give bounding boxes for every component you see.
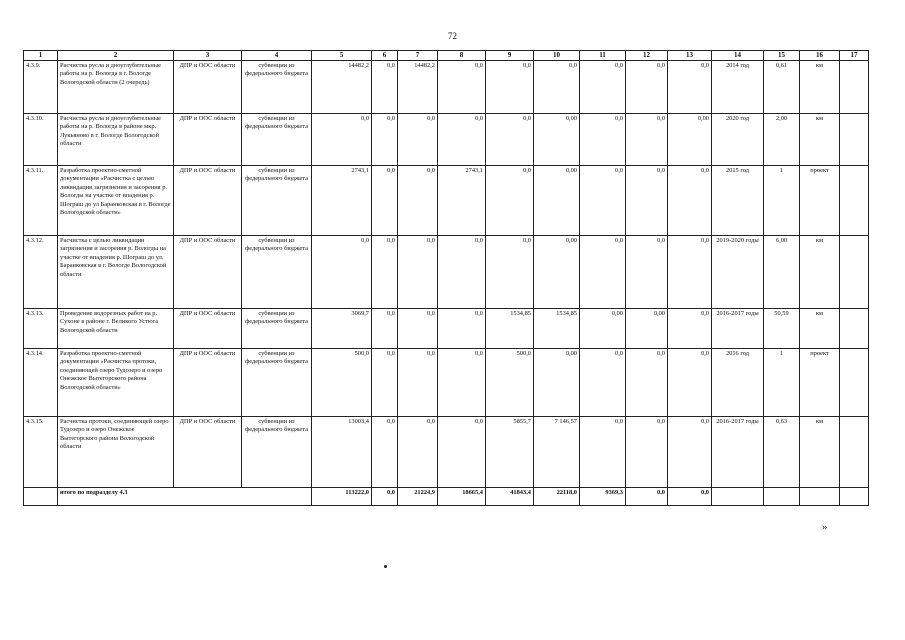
page-number: 72 (448, 31, 457, 41)
volume: 1 (764, 166, 800, 236)
activity-name: Расчистка русла и дноуглубительные работы на р. Вологда в г. Вологде Вологодской области (2 очередь) (58, 61, 174, 114)
table-row (24, 61, 869, 114)
funding-value: 13003,4 (312, 417, 372, 488)
total-value: 0,0 (372, 488, 398, 506)
column-number-header: 16 (800, 51, 840, 61)
period: 2020 год (712, 114, 764, 166)
funding-source: субвенции из федерального бюджета (242, 166, 312, 236)
activity-name: Разработка проектно-сметной документации «Расчистка протоки, соединяющей озеро Тудозеро и озеро Онежское Вытегорского района Вологодской области» (58, 349, 174, 417)
activity-name: Проведение водорезных работ на р. Сухоне в районе г. Великого Устюга Вологодской области (58, 309, 174, 349)
funding-value: 0,0 (486, 236, 534, 309)
row-number: 4.3.15. (24, 417, 58, 488)
table-row (24, 417, 869, 488)
extra-cell (840, 236, 869, 309)
stray-dot (384, 565, 387, 568)
column-number-header: 8 (438, 51, 486, 61)
funding-value: 14482,2 (312, 61, 372, 114)
funding-value: 0,00 (534, 166, 580, 236)
volume: 50,59 (764, 309, 800, 349)
budget-table (23, 50, 869, 506)
extra-cell (840, 309, 869, 349)
column-number-header: 13 (668, 51, 712, 61)
table-row (24, 166, 869, 236)
funding-value: 0,0 (580, 236, 626, 309)
funding-value: 0,0 (438, 61, 486, 114)
activity-name: Разработка проектно-сметной документации «Расчистка с целью ликвидации загрязнения и засорения р. Вологды на участке от впадения р. Шограш до ул Баранковская в г. Вологде Вологодской области» (58, 166, 174, 236)
funding-source: субвенции из федерального бюджета (242, 349, 312, 417)
column-number-header: 5 (312, 51, 372, 61)
total-value: 22118,0 (534, 488, 580, 506)
funding-value: 0,0 (398, 417, 438, 488)
funding-value: 0,0 (312, 114, 372, 166)
funding-value: 0,0 (438, 236, 486, 309)
row-number: 4.3.9. (24, 61, 58, 114)
funding-value: 0,0 (312, 236, 372, 309)
funding-value: 14482,2 (398, 61, 438, 114)
volume: 2,00 (764, 114, 800, 166)
column-number-header: 7 (398, 51, 438, 61)
total-empty-cell (712, 488, 764, 506)
total-empty-cell (24, 488, 58, 506)
extra-cell (840, 61, 869, 114)
funding-value: 2743,1 (438, 166, 486, 236)
total-empty-cell (800, 488, 840, 506)
total-value: 21224,9 (398, 488, 438, 506)
total-row (24, 488, 869, 506)
funding-source: субвенции из федерального бюджета (242, 114, 312, 166)
funding-value: 0,0 (668, 61, 712, 114)
row-number: 4.3.13. (24, 309, 58, 349)
period: 2016-2017 годы (712, 417, 764, 488)
executor: ДПР и ООС области (174, 166, 242, 236)
extra-cell (840, 114, 869, 166)
funding-value: 0,0 (626, 166, 668, 236)
funding-value: 0,0 (668, 309, 712, 349)
funding-value: 1534,85 (486, 309, 534, 349)
unit: проект (800, 166, 840, 236)
unit: проект (800, 349, 840, 417)
funding-value: 0,0 (398, 309, 438, 349)
executor: ДПР и ООС области (174, 114, 242, 166)
funding-value: 0,0 (626, 236, 668, 309)
funding-value: 500,0 (486, 349, 534, 417)
executor: ДПР и ООС области (174, 236, 242, 309)
period: 2019-2020 годы (712, 236, 764, 309)
funding-value: 0,0 (580, 61, 626, 114)
column-number-header: 11 (580, 51, 626, 61)
executor: ДПР и ООС области (174, 309, 242, 349)
funding-source: субвенции из федерального бюджета (242, 61, 312, 114)
total-value: 113222,0 (312, 488, 372, 506)
column-number-header: 17 (840, 51, 869, 61)
column-number-header: 12 (626, 51, 668, 61)
volume: 0,61 (764, 61, 800, 114)
funding-value: 0,0 (626, 61, 668, 114)
total-label: итого по подразделу 4.3 (58, 488, 312, 506)
total-empty-cell (764, 488, 800, 506)
funding-value: 0,0 (668, 166, 712, 236)
period: 2016 год (712, 349, 764, 417)
executor: ДПР и ООС области (174, 61, 242, 114)
funding-source: субвенции из федерального бюджета (242, 236, 312, 309)
funding-source: субвенции из федерального бюджета (242, 309, 312, 349)
unit: км (800, 114, 840, 166)
funding-value: 0,0 (486, 114, 534, 166)
total-empty-cell (840, 488, 869, 506)
column-number-header: 6 (372, 51, 398, 61)
funding-value: 0,0 (534, 61, 580, 114)
column-number-header: 4 (242, 51, 312, 61)
funding-value: 1534,85 (534, 309, 580, 349)
funding-value: 0,0 (438, 349, 486, 417)
funding-value: 0,0 (372, 114, 398, 166)
total-value: 0,0 (668, 488, 712, 506)
extra-cell (840, 417, 869, 488)
funding-value: 0,0 (580, 349, 626, 417)
funding-value: 0,0 (626, 349, 668, 417)
activity-name: Расчистка протоки, соединяющей озеро Тудозеро и озеро Онежское Вытегорского района Вологодской области (58, 417, 174, 488)
table-row (24, 349, 869, 417)
funding-value: 500,0 (312, 349, 372, 417)
row-number: 4.3.11. (24, 166, 58, 236)
period: 2016-2017 годы (712, 309, 764, 349)
funding-value: 0,0 (668, 236, 712, 309)
funding-value: 0,0 (486, 166, 534, 236)
unit: км (800, 309, 840, 349)
funding-value: 0,0 (438, 309, 486, 349)
funding-value: 0,0 (372, 349, 398, 417)
funding-value: 0,00 (580, 309, 626, 349)
column-number-header: 2 (58, 51, 174, 61)
volume: 1 (764, 349, 800, 417)
column-number-header: 1 (24, 51, 58, 61)
funding-value: 2743,1 (312, 166, 372, 236)
funding-value: 0,0 (398, 166, 438, 236)
funding-value: 0,0 (398, 349, 438, 417)
extra-cell (840, 166, 869, 236)
continuation-mark: » (822, 521, 828, 533)
activity-name: Расчистка с целью ликвидации загрязнения и засорения р. Вологды на участке от впадения р. Шограш до ул. Баранковская в г. Вологде Вологодской области (58, 236, 174, 309)
funding-value: 0,0 (398, 114, 438, 166)
funding-value: 0,00 (626, 309, 668, 349)
funding-value: 0,0 (580, 417, 626, 488)
funding-value: 0,0 (486, 61, 534, 114)
unit: км (800, 417, 840, 488)
table-row (24, 309, 869, 349)
total-value: 9369,3 (580, 488, 626, 506)
funding-value: 0,0 (580, 166, 626, 236)
funding-value: 0,0 (438, 114, 486, 166)
activity-name: Расчистка русла и дноуглубительные работы на р. Вологда в районе мкр. Лукьяново в г. Вологде Вологодской области (58, 114, 174, 166)
funding-value: 0,0 (398, 236, 438, 309)
unit: км (800, 236, 840, 309)
row-number: 4.3.12. (24, 236, 58, 309)
executor: ДПР и ООС области (174, 349, 242, 417)
funding-value: 0,0 (580, 114, 626, 166)
column-number-header: 15 (764, 51, 800, 61)
total-value: 18665,4 (438, 488, 486, 506)
funding-value: 0,00 (534, 349, 580, 417)
funding-value: 0,0 (626, 417, 668, 488)
period: 2015 год (712, 166, 764, 236)
extra-cell (840, 349, 869, 417)
funding-value: 0,0 (668, 349, 712, 417)
funding-value: 0,0 (626, 114, 668, 166)
funding-value: 3069,7 (312, 309, 372, 349)
funding-value: 0,0 (372, 61, 398, 114)
column-number-header: 10 (534, 51, 580, 61)
table-row (24, 114, 869, 166)
column-number-header: 3 (174, 51, 242, 61)
funding-value: 0,0 (372, 309, 398, 349)
unit: км (800, 61, 840, 114)
column-number-header: 9 (486, 51, 534, 61)
header-row (24, 51, 869, 61)
funding-value: 0,00 (534, 114, 580, 166)
total-value: 0,0 (626, 488, 668, 506)
volume: 6,00 (764, 236, 800, 309)
column-number-header: 14 (712, 51, 764, 61)
table-row (24, 236, 869, 309)
funding-value: 0,0 (668, 417, 712, 488)
row-number: 4.3.14. (24, 349, 58, 417)
funding-value: 0,00 (668, 114, 712, 166)
funding-value: 0,0 (372, 236, 398, 309)
funding-source: субвенции из федерального бюджета (242, 417, 312, 488)
funding-value: 0,0 (438, 417, 486, 488)
period: 2014 год (712, 61, 764, 114)
funding-value: 0,00 (534, 236, 580, 309)
funding-value: 0,0 (372, 417, 398, 488)
volume: 0,63 (764, 417, 800, 488)
row-number: 4.3.10. (24, 114, 58, 166)
total-value: 41843,4 (486, 488, 534, 506)
executor: ДПР и ООС области (174, 417, 242, 488)
funding-value: 7 146,57 (534, 417, 580, 488)
funding-value: 5855,7 (486, 417, 534, 488)
funding-value: 0,0 (372, 166, 398, 236)
